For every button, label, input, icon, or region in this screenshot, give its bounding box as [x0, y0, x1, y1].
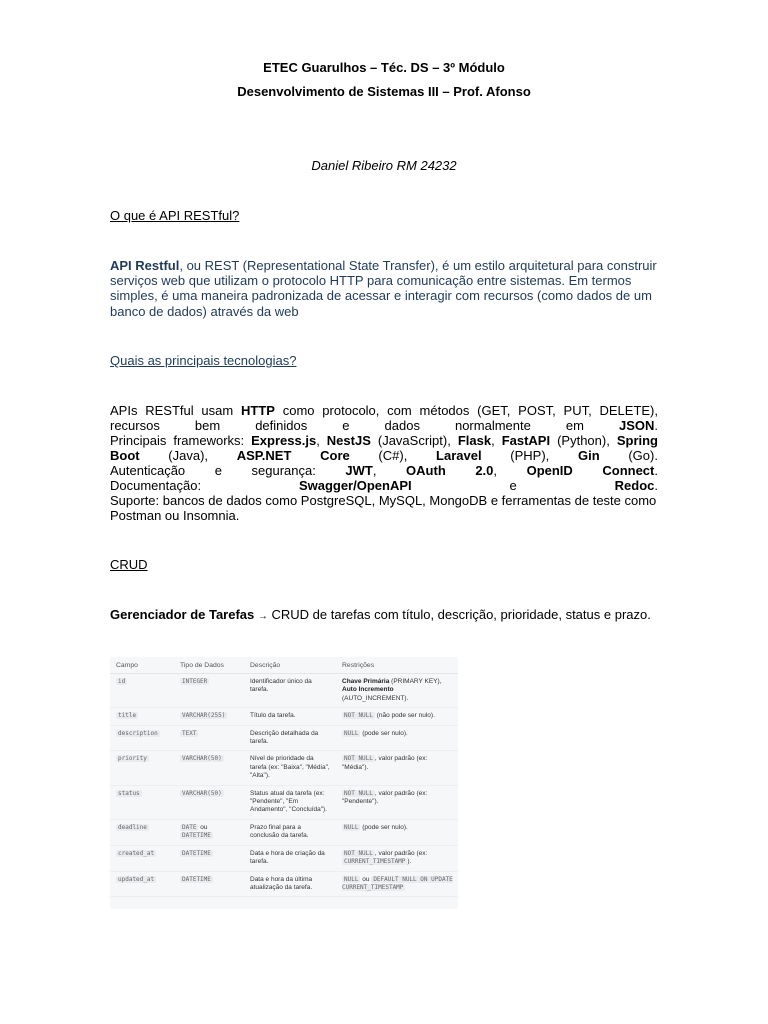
paragraph-crud — [110, 607, 658, 624]
bold-term: FastAPI — [501, 433, 551, 448]
column-header: Tipo de Dados — [174, 657, 244, 674]
bold-term: JWT — [345, 463, 373, 478]
field-description: Data e hora de criação da tarefa. — [244, 845, 336, 871]
paragraph-text: , ou REST (Representational State Transfer), é um estilo arquitetural para construir serviços web que utilizam o protocolo HTTP para comunicação entre sistemas. Em termos simples, é uma maneira padronizada de acessar e interagir com recursos (como dados de um banco de dados) através da web — [110, 258, 657, 319]
field-name — [110, 674, 174, 708]
field-constraints — [336, 785, 458, 819]
type-code: VARCHAR(255) — [182, 712, 226, 720]
text-run: (PRIMARY KEY), — [389, 678, 442, 685]
fields-table-image — [110, 657, 458, 909]
field-constraints — [336, 725, 458, 751]
text-run: (Python), — [550, 433, 617, 448]
text-run: (Go). — [599, 448, 658, 464]
type-code: DATETIME — [182, 875, 211, 883]
text-run: . — [654, 463, 658, 478]
fields-table — [110, 657, 458, 897]
field-constraints — [336, 845, 458, 871]
type-code: DATE — [182, 823, 197, 831]
constraint-code: NULL — [344, 823, 359, 831]
bold-term: API Restful — [110, 258, 180, 273]
field-description: Data e hora da última atualização da tarefa. — [244, 871, 336, 897]
field-type — [174, 751, 244, 785]
text-run: (AUTO_INCREMENT). — [342, 694, 409, 702]
constraint-code: NOT NULL — [344, 712, 373, 720]
text-run: Autenticação e segurança: — [110, 463, 346, 478]
field-code: updated_at — [118, 875, 155, 883]
table-row — [110, 674, 458, 708]
field-type — [174, 708, 244, 725]
paragraph-tech-5: Suporte: bancos de dados como PostgreSQL, MySQL, MongoDB e ferramentas de teste como Postman ou Insomnia. — [110, 493, 657, 524]
text-run: , — [372, 463, 407, 478]
bold-term: JSON — [618, 418, 655, 434]
section-heading-technologies: Quais as principais tecnologias? — [110, 353, 297, 368]
bold-term: Spring Boot — [110, 433, 658, 464]
table-row — [110, 725, 458, 751]
section-heading-restful: O que é API RESTful? — [110, 208, 240, 223]
field-constraints — [336, 674, 458, 708]
field-description: Descrição detalhada da tarefa. — [244, 725, 336, 751]
paragraph-tech-1 — [110, 403, 658, 433]
bold-term: Chave Primária — [342, 678, 390, 685]
type-code: TEXT — [182, 729, 197, 737]
bold-term: Gerenciador de Tarefas — [110, 607, 255, 622]
text-run: (C#), — [349, 448, 437, 464]
paragraph-tech-2 — [110, 433, 658, 463]
bold-term: OpenID Connect — [526, 463, 655, 478]
bold-term: NestJS — [326, 433, 371, 448]
text-run: , — [493, 463, 527, 478]
text-run: (PHP), — [481, 448, 578, 464]
bold-term: ASP.NET Core — [236, 448, 350, 464]
section-heading-crud: CRUD — [110, 557, 148, 572]
field-type — [174, 785, 244, 819]
field-description: Título da tarefa. — [244, 708, 336, 725]
field-constraints — [336, 819, 458, 845]
constraint-code: NOT NULL — [344, 789, 373, 797]
bold-term: HTTP — [241, 403, 275, 418]
field-code: title — [118, 712, 137, 720]
field-code: id — [118, 678, 126, 685]
paragraph-tech-4 — [110, 478, 658, 493]
bold-term: Flask — [457, 433, 492, 448]
field-description: Identificador único da tarefa. — [244, 674, 336, 708]
field-name — [110, 725, 174, 751]
field-name — [110, 751, 174, 785]
text-run: . — [654, 478, 658, 493]
column-header: Restrições — [336, 657, 458, 674]
text-run: . — [654, 418, 658, 434]
author-line: Daniel Ribeiro RM 24232 — [311, 158, 457, 173]
table-row — [110, 785, 458, 819]
field-constraints — [336, 871, 458, 897]
header-line-1: ETEC Guarulhos – Téc. DS – 3º Módulo — [263, 60, 505, 75]
field-description: Prazo final para a conclusão da tarefa. — [244, 819, 336, 845]
text-run: (não pode ser nulo). — [374, 712, 435, 720]
text-run: (pode ser nulo). — [360, 823, 408, 831]
text-run: , valor padrão (ex: "Pendente"). — [342, 789, 428, 806]
paragraph-text: CRUD de tarefas com título, descrição, prioridade, status e prazo. — [267, 607, 651, 622]
bold-term: Express.js — [251, 433, 317, 448]
text-run: e — [411, 478, 615, 493]
field-name — [110, 819, 174, 845]
text-run: ou — [198, 823, 208, 831]
type-code: VARCHAR(50) — [182, 789, 222, 797]
field-constraints — [336, 751, 458, 785]
bold-term: Redoc — [614, 478, 655, 493]
column-header: Campo — [110, 657, 174, 674]
constraint-code: NOT NULL — [344, 849, 373, 857]
text-run: , valor padrão (ex: — [374, 849, 428, 857]
type-code: DATETIME — [182, 832, 211, 840]
field-code: deadline — [118, 823, 147, 831]
bold-term: Auto Incremento — [342, 686, 394, 694]
text-run: , — [316, 433, 327, 448]
field-description: Nível de prioridade da tarefa (ex: "Baixa", "Média", "Alta"). — [244, 751, 336, 785]
bold-term: Laravel — [436, 448, 482, 464]
table-row — [110, 819, 458, 845]
field-code: created_at — [118, 849, 155, 857]
field-type — [174, 845, 244, 871]
field-name — [110, 785, 174, 819]
field-description: Status atual da tarefa (ex: "Pendente", "Em Andamento", "Concluída"). — [244, 785, 336, 819]
field-type — [174, 725, 244, 751]
constraint-code: NULL — [344, 729, 359, 737]
table-row — [110, 845, 458, 871]
type-code: DATETIME — [182, 849, 211, 857]
field-type — [174, 871, 244, 897]
field-code: description — [118, 729, 158, 737]
paragraph-restful — [110, 258, 658, 319]
table-row — [110, 751, 458, 785]
text-run: (pode ser nulo). — [360, 729, 408, 737]
text-run: Principais frameworks: — [110, 433, 252, 448]
text-run: como protocolo, com métodos (GET, POST, PUT, DELETE), recursos bem definidos e dados normalmente em — [110, 403, 658, 434]
text-run: (JavaScript), — [370, 433, 458, 448]
paragraph-tech-3 — [110, 463, 658, 478]
text-run: ou — [360, 875, 370, 883]
field-constraints — [336, 708, 458, 725]
constraint-code: NULL — [344, 875, 359, 883]
table-header-row — [110, 657, 458, 674]
field-type — [174, 819, 244, 845]
constraint-code: CURRENT_TIMESTAMP — [344, 858, 406, 866]
constraint-code: NOT NULL — [344, 755, 373, 763]
table-row — [110, 708, 458, 725]
text-run: APIs RESTful usam — [110, 403, 241, 418]
field-code: status — [118, 789, 140, 797]
column-header: Descrição — [244, 657, 336, 674]
bold-term: Gin — [577, 448, 600, 464]
text-run: , — [491, 433, 502, 448]
type-code: VARCHAR(50) — [182, 755, 222, 763]
arrow-icon: → — [257, 611, 268, 622]
text-run: (Java), — [139, 448, 237, 464]
field-code: priority — [118, 755, 147, 763]
bold-term: Swagger/OpenAPI — [298, 478, 412, 493]
field-name — [110, 871, 174, 897]
header-line-2: Desenvolvimento de Sistemas III – Prof. Afonso — [237, 84, 531, 99]
constraint-code: DEFAULT NULL ON UPDATE CURRENT_TIMESTAMP — [342, 875, 453, 891]
field-name — [110, 845, 174, 871]
type-code: INTEGER — [182, 678, 208, 685]
field-type — [174, 674, 244, 708]
table-row — [110, 871, 458, 897]
text-run: , valor padrão (ex: "Média"). — [342, 755, 428, 771]
bold-term: OAuth 2.0 — [406, 463, 494, 478]
text-run: ). — [407, 858, 412, 866]
field-name — [110, 708, 174, 725]
text-run: Documentação: — [110, 478, 299, 493]
